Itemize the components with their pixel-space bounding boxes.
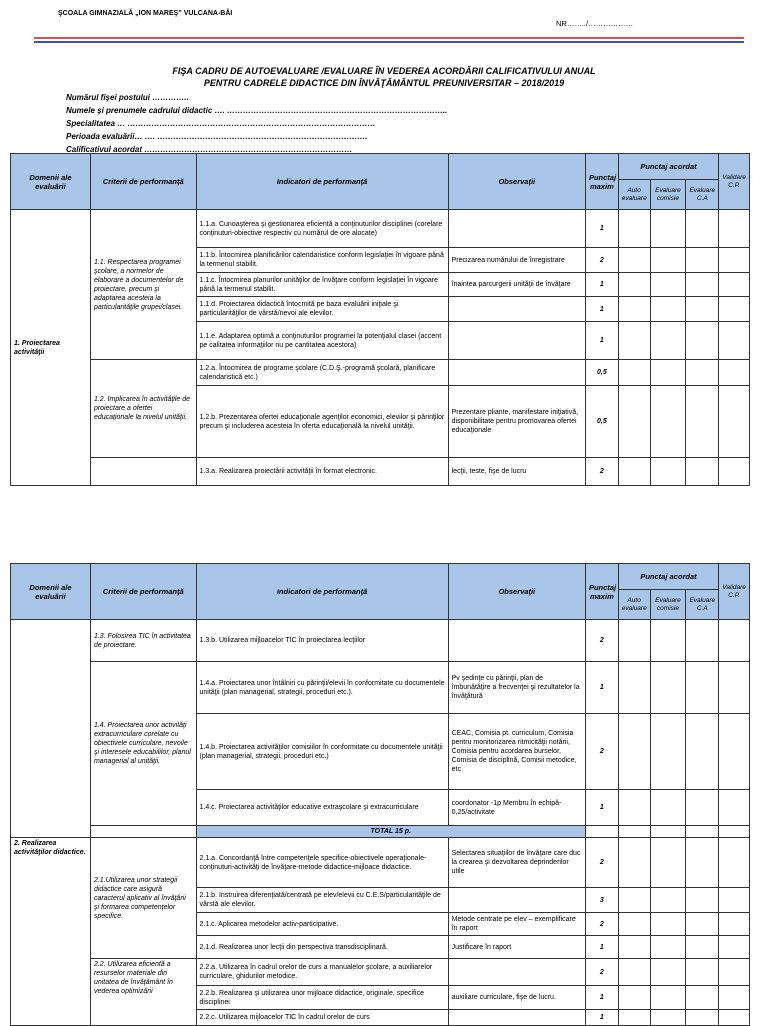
commission-eval-cell[interactable] — [650, 888, 686, 913]
auto-eval-cell[interactable] — [618, 790, 650, 826]
indicator-cell: 1.4.c. Proiectarea activităţilor educative extraşcolare şi extracurriculare — [196, 790, 448, 826]
observation-cell — [448, 888, 585, 913]
col-observatii: Observaţii — [448, 564, 585, 620]
observation-cell: coordonator -1p Membru în echipă- 0,25/activitate — [448, 790, 585, 826]
auto-eval-cell[interactable] — [618, 297, 650, 322]
commission-eval-cell[interactable] — [650, 273, 686, 297]
meta-field: Numărul fişei postului ………….. — [66, 93, 189, 102]
ca-eval-cell[interactable] — [686, 714, 719, 790]
max-points-cell: 2 — [585, 838, 618, 888]
auto-eval-cell[interactable] — [618, 936, 650, 959]
cp-validation-cell[interactable] — [719, 297, 750, 322]
table-row — [11, 662, 750, 714]
table-row — [11, 360, 750, 386]
criteria-cell: 1.1. Respectarea programei şcolare, a normelor de elaborare a documentelor de proiectare, precum şi adaptarea acesteia la particularităţile grupei/clasei. — [90, 210, 196, 360]
col-domenii: Domenii ale evaluării — [11, 564, 91, 620]
ca-eval-cell[interactable] — [686, 360, 719, 386]
ca-eval-cell[interactable] — [686, 913, 719, 936]
criteria-cell: 1.3. Folosirea TIC în activitatea de proiectare. — [90, 620, 196, 662]
auto-eval-cell[interactable] — [618, 620, 650, 662]
col-criterii: Criterii de performanţă — [90, 154, 196, 210]
commission-eval-cell[interactable] — [650, 620, 686, 662]
observation-cell — [448, 210, 585, 248]
max-points-cell: 1 — [585, 986, 618, 1010]
registration-number: NR……../……………… — [556, 19, 634, 28]
indicator-cell: 1.2.a. Întocmirea de programe şcolare (C.D.Ş.-programă şcolară, planificare calendaristică etc.) — [196, 360, 448, 386]
auto-eval-cell[interactable] — [618, 913, 650, 936]
ca-eval-cell[interactable] — [686, 986, 719, 1010]
cp-validation-cell[interactable] — [719, 322, 750, 360]
auto-eval-cell[interactable] — [618, 714, 650, 790]
indicator-cell: 1.1.a. Cunoaşterea şi gestionarea eficientă a conţinuturilor disciplinei (corelare conţinuturi-obiective respectiv cu numărul de ore alocate) — [196, 210, 448, 248]
empty-cell — [618, 826, 650, 838]
table-row — [11, 959, 750, 986]
commission-eval-cell[interactable] — [650, 936, 686, 959]
indicator-cell: 1.1.e. Adaptarea optimă a conţinuturilor programei la potenţialul clasei (accent pe calitatea informaţiilor nu pe cantitatea acestora) — [196, 322, 448, 360]
max-points-cell: 1 — [585, 1010, 618, 1026]
max-points-cell: 2 — [585, 959, 618, 986]
auto-eval-cell[interactable] — [618, 662, 650, 714]
cp-validation-cell[interactable] — [719, 959, 750, 986]
col-comisie: Evaluare comisie — [650, 590, 686, 620]
commission-eval-cell[interactable] — [650, 322, 686, 360]
indicator-cell: 2.1.a. Concordanţă între competenţele specifice-obiectivele operaţionale-conţinuturi-activităţi de învăţare-metode didactice-mijloace didactice. — [196, 838, 448, 888]
indicator-cell: 1.3.a. Realizarea proiectării activităţii în format electronic. — [196, 458, 448, 486]
indicator-cell: 1.1.b. Întocmirea planificărilor calendaristice conform legislaţiei în vigoare până la termenul stabilit. — [196, 248, 448, 273]
observation-cell: CEAC, Comisia pt. curriculum, Comisia pentru monitorizarea ritmicităţii notării, Comisia pentru acordarea burselor, Comisia de disciplină, Comisii metodice, etc — [448, 714, 585, 790]
observation-cell: lecţii, teste, fişe de lucru — [448, 458, 585, 486]
auto-eval-cell[interactable] — [618, 273, 650, 297]
indicator-cell: 2.2.b. Realizarea şi utilizarea unor mijloace didactice, originale, specifice disciplinei — [196, 986, 448, 1010]
col-validare: Validare C.P. — [719, 154, 750, 210]
observation-cell — [448, 360, 585, 386]
observation-cell: înaintea parcurgerii unităţii de învăţare — [448, 273, 585, 297]
document-subtitle: PENTRU CADRELE DIDACTICE DIN ÎNVĂŢĂMÂNTUL PREUNIVERSITAR – 2018/2019 — [203, 78, 565, 88]
max-points-cell: 1 — [585, 322, 618, 360]
total-row — [11, 826, 750, 838]
observation-cell: Pv şedinţe cu părinţii, plan de îmbunătăţire a frecvenţei şi rezultatelor la învăţătură — [448, 662, 585, 714]
table-row — [11, 620, 750, 662]
meta-field: Perioada evaluării… …. ……………………………………………………………………. — [66, 132, 368, 141]
col-validare: Validare C.P. — [719, 564, 750, 620]
criteria-cell: 1.2. Implicarea în activităţile de proiectare a ofertei educaţionale la nivelul unităţii. — [90, 360, 196, 458]
auto-eval-cell[interactable] — [618, 210, 650, 248]
observation-cell: Justificare în raport — [448, 936, 585, 959]
observation-cell — [448, 297, 585, 322]
max-points-cell: 2 — [585, 248, 618, 273]
auto-eval-cell[interactable] — [618, 1010, 650, 1026]
ca-eval-cell[interactable] — [686, 297, 719, 322]
max-points-cell: 2 — [585, 913, 618, 936]
cp-validation-cell[interactable] — [719, 210, 750, 248]
ca-eval-cell[interactable] — [686, 959, 719, 986]
meta-field: Calificativul acordat …………………………………………………………………… — [66, 145, 353, 154]
school-name: ŞCOALA GIMNAZIALĂ „ION MAREŞ” VULCANA-BĂI — [58, 10, 233, 17]
indicator-cell: 2.1.b. Instruirea diferenţiată/centrată pe elev/elevii cu C.E.S/particularităţile de vârstă ale elevilor. — [196, 888, 448, 913]
cp-validation-cell[interactable] — [719, 620, 750, 662]
indicator-cell: 1.3.b. Utilizarea mijloacelor TIC în proiectarea lecţiilor — [196, 620, 448, 662]
max-points-cell: 1 — [585, 297, 618, 322]
evaluation-table-1 — [10, 153, 750, 486]
criteria-cell: 2.2. Utilizarea eficientă a resurselor materiale din unitatea de învăţământ în vederea optimizării — [90, 959, 196, 1026]
ca-eval-cell[interactable] — [686, 790, 719, 826]
auto-eval-cell[interactable] — [618, 458, 650, 486]
ca-eval-cell[interactable] — [686, 662, 719, 714]
auto-eval-cell[interactable] — [618, 888, 650, 913]
col-observatii: Observaţii — [448, 154, 585, 210]
max-points-cell: 2 — [585, 620, 618, 662]
max-points-cell: 1 — [585, 662, 618, 714]
auto-eval-cell[interactable] — [618, 248, 650, 273]
max-points-cell: 3 — [585, 888, 618, 913]
domain-cell — [11, 620, 91, 838]
auto-eval-cell[interactable] — [618, 838, 650, 888]
commission-eval-cell[interactable] — [650, 913, 686, 936]
table-row — [11, 838, 750, 888]
max-points-cell: 1 — [585, 210, 618, 248]
cp-validation-cell[interactable] — [719, 273, 750, 297]
auto-eval-cell[interactable] — [618, 322, 650, 360]
auto-eval-cell[interactable] — [618, 360, 650, 386]
col-ca: Evaluare C.A — [686, 180, 719, 210]
max-points-cell: 1 — [585, 273, 618, 297]
cp-validation-cell[interactable] — [719, 986, 750, 1010]
observation-cell: Prezentare pliante, manifestare iniţiativă, disponibilitate pentru promovarea ofertei educaţionale — [448, 386, 585, 458]
meta-field: Specialitatea … ………………………………………………………………………………… — [66, 119, 376, 128]
auto-eval-cell[interactable] — [618, 959, 650, 986]
empty-cell — [686, 826, 719, 838]
ca-eval-cell[interactable] — [686, 936, 719, 959]
commission-eval-cell[interactable] — [650, 458, 686, 486]
col-punctaj-maxim: Punctaj maxim — [585, 154, 618, 210]
col-criterii: Criterii de performanţă — [90, 564, 196, 620]
observation-cell: auxiliare curriculare, fişe de lucru. — [448, 986, 585, 1010]
commission-eval-cell[interactable] — [650, 714, 686, 790]
ca-eval-cell[interactable] — [686, 458, 719, 486]
cp-validation-cell[interactable] — [719, 662, 750, 714]
document-title: FIŞA CADRU DE AUTOEVALUARE /EVALUARE ÎN VEDEREA ACORDĂRII CALIFICATIVULUI ANUAL — [172, 66, 596, 76]
auto-eval-cell[interactable] — [618, 986, 650, 1010]
commission-eval-cell[interactable] — [650, 662, 686, 714]
observation-cell — [448, 620, 585, 662]
cp-validation-cell[interactable] — [719, 458, 750, 486]
indicator-cell: 2.2.c. Utilizarea mijloacelor TIC în cadrul orelor de curs — [196, 1010, 448, 1026]
cp-validation-cell[interactable] — [719, 248, 750, 273]
cp-validation-cell[interactable] — [719, 1010, 750, 1026]
header-rule-blue — [34, 41, 744, 43]
max-points-cell: 2 — [585, 714, 618, 790]
domain-cell: 1. Proiectarea activităţii — [11, 210, 91, 486]
criteria-cell: 1.4. Proiectarea unor activităţi extracurriculare corelate cu obiectivele curriculare, nevoile şi interesele educabililor, planul managerial al unităţii. — [90, 662, 196, 826]
header-rule-red — [34, 37, 744, 39]
ca-eval-cell[interactable] — [686, 248, 719, 273]
commission-eval-cell[interactable] — [650, 386, 686, 458]
domain-cell: 2. Realizarea activităţilor didactice. — [11, 838, 91, 1026]
empty-cell — [719, 826, 750, 838]
cp-validation-cell[interactable] — [719, 936, 750, 959]
empty-cell — [90, 826, 196, 838]
indicator-cell: 1.1.d. Proiectarea didactică întocmită pe baza evaluării iniţiale şi particularităţilor de vârstă/nevoi ale elevilor. — [196, 297, 448, 322]
total-label: TOTAL 15 p. — [196, 826, 585, 838]
col-punctaj-maxim: Punctaj maxim — [585, 564, 618, 620]
table-row — [11, 458, 750, 486]
ca-eval-cell[interactable] — [686, 838, 719, 888]
criteria-cell: 2.1.Utilizarea unor strategii didactice care asigură caracterul aplicativ al învăţării şi formarea competenţelor specifice. — [90, 838, 196, 959]
evaluation-meta — [66, 91, 447, 156]
col-comisie: Evaluare comisie — [650, 180, 686, 210]
commission-eval-cell[interactable] — [650, 210, 686, 248]
max-points-cell: 0,5 — [585, 360, 618, 386]
indicator-cell: 1.4.b. Proiectarea activităţilor comisiilor în conformitate cu documentele unităţii (plan managerial, strategii, proceduri etc.) — [196, 714, 448, 790]
ca-eval-cell[interactable] — [686, 210, 719, 248]
col-auto: Auto evaluare — [618, 590, 650, 620]
col-auto: Auto evaluare — [618, 180, 650, 210]
ca-eval-cell[interactable] — [686, 322, 719, 360]
indicator-cell: 2.2.a. Utilizarea în cadrul orelor de curs a manualelor şcolare, a auxiliarelor curriculare, ghidurilor metodice. — [196, 959, 448, 986]
max-points-cell: 1 — [585, 790, 618, 826]
observation-cell — [448, 1010, 585, 1026]
commission-eval-cell[interactable] — [650, 959, 686, 986]
observation-cell: Metode centrate pe elev – exemplificare în raport — [448, 913, 585, 936]
cp-validation-cell[interactable] — [719, 838, 750, 888]
cp-validation-cell[interactable] — [719, 790, 750, 826]
observation-cell: Selectarea situaţiilor de învăţare care duc la crearea şi dezvoltarea deprinderilor utile — [448, 838, 585, 888]
col-domenii: Domenii ale evaluării — [11, 154, 91, 210]
observation-cell — [448, 322, 585, 360]
cp-validation-cell[interactable] — [719, 714, 750, 790]
observation-cell: Precizarea numărului de înregistrare — [448, 248, 585, 273]
criteria-cell — [90, 458, 196, 486]
commission-eval-cell[interactable] — [650, 248, 686, 273]
ca-eval-cell[interactable] — [686, 888, 719, 913]
col-indicatori: Indicatori de performanţă — [196, 154, 448, 210]
col-punctaj-acordat: Punctaj acordat — [618, 564, 718, 590]
max-points-cell: 2 — [585, 458, 618, 486]
empty-cell — [585, 826, 618, 838]
indicator-cell: 1.2.b. Prezentarea ofertei educaţionale agenţilor economici, elevilor şi părinţilor precum şi includerea acesteia în oferta educaţională la nivelul unităţii. — [196, 386, 448, 458]
ca-eval-cell[interactable] — [686, 386, 719, 458]
indicator-cell: 2.1.c. Aplicarea metodelor activ-participative. — [196, 913, 448, 936]
evaluation-table-2 — [10, 563, 750, 1026]
col-punctaj-acordat: Punctaj acordat — [618, 154, 718, 180]
commission-eval-cell[interactable] — [650, 1010, 686, 1026]
commission-eval-cell[interactable] — [650, 790, 686, 826]
indicator-cell: 1.4.a. Proiectarea unor întâlniri cu părinţii/elevii în conformitate cu documentele unităţii (plan managerial, strategii, proceduri etc.). — [196, 662, 448, 714]
table-row — [11, 210, 750, 248]
ca-eval-cell[interactable] — [686, 273, 719, 297]
empty-cell — [650, 826, 686, 838]
col-ca: Evaluare C.A — [686, 590, 719, 620]
max-points-cell: 0,5 — [585, 386, 618, 458]
commission-eval-cell[interactable] — [650, 297, 686, 322]
col-indicatori: Indicatori de performanţă — [196, 564, 448, 620]
commission-eval-cell[interactable] — [650, 360, 686, 386]
ca-eval-cell[interactable] — [686, 1010, 719, 1026]
indicator-cell: 2.1.d. Realizarea unor lecţii din perspectiva transdisciplinară. — [196, 936, 448, 959]
cp-validation-cell[interactable] — [719, 386, 750, 458]
cp-validation-cell[interactable] — [719, 360, 750, 386]
ca-eval-cell[interactable] — [686, 620, 719, 662]
auto-eval-cell[interactable] — [618, 386, 650, 458]
max-points-cell: 1 — [585, 936, 618, 959]
observation-cell — [448, 959, 585, 986]
commission-eval-cell[interactable] — [650, 986, 686, 1010]
meta-field: Numele şi prenumele cadrului didactic …. ……………………………………………………………………….. — [66, 106, 448, 115]
indicator-cell: 1.1.c. Întocmirea planurilor unităţilor de învăţare conform legislaţiei în vigoare până la termenul stabilit. — [196, 273, 448, 297]
commission-eval-cell[interactable] — [650, 838, 686, 888]
cp-validation-cell[interactable] — [719, 888, 750, 913]
cp-validation-cell[interactable] — [719, 913, 750, 936]
